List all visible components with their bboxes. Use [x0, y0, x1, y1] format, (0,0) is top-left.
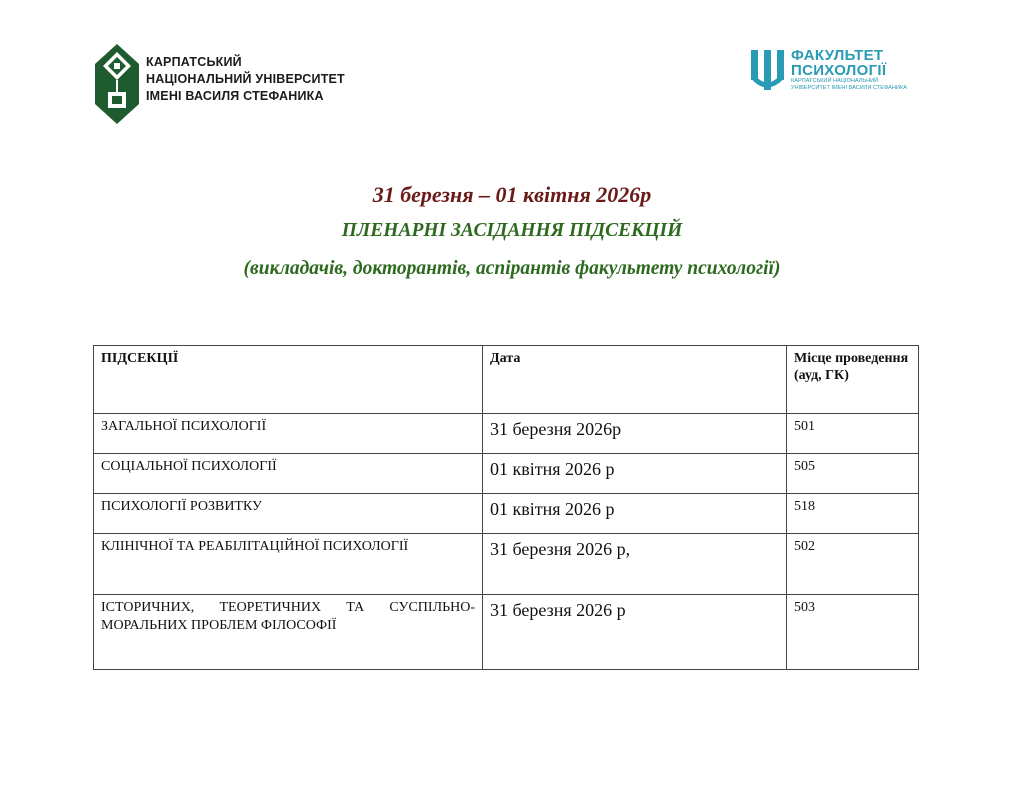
- faculty-name-line2: ПСИХОЛОГІЇ: [791, 62, 887, 79]
- header-cell-room: Місце проведення (ауд, ГК): [787, 346, 919, 414]
- faculty-name-line1: ФАКУЛЬТЕТ: [791, 47, 884, 64]
- room-cell: 502: [787, 534, 919, 595]
- university-name-line: ІМЕНІ ВАСИЛЯ СТЕФАНИКА: [146, 89, 324, 103]
- header-cell-section: ПІДСЕКЦІЇ: [94, 346, 483, 414]
- section-cell: ІСТОРИЧНИХ, ТЕОРЕТИЧНИХ ТА СУСПІЛЬНО-МОРАЛЬНИХ ПРОБЛЕМ ФІЛОСОФІЇ: [94, 595, 483, 670]
- university-emblem-icon: [95, 44, 139, 124]
- date-cell: 01 квітня 2026 р: [483, 454, 787, 494]
- table-row: [94, 454, 919, 494]
- table-row: [94, 534, 919, 595]
- room-cell: 505: [787, 454, 919, 494]
- table-row: [94, 414, 919, 454]
- faculty-name: [791, 48, 907, 91]
- university-name-line: НАЦІОНАЛЬНИЙ УНІВЕРСИТЕТ: [146, 72, 345, 86]
- section-cell: СОЦІАЛЬНОЇ ПСИХОЛОГІЇ: [94, 454, 483, 494]
- event-date-range: 31 березня – 01 квітня 2026р: [372, 182, 652, 207]
- table-header-row: [94, 346, 919, 414]
- schedule-table: [93, 345, 919, 670]
- table-row: [94, 494, 919, 534]
- date-cell: 31 березня 2026р: [483, 414, 787, 454]
- date-cell: 31 березня 2026 р: [483, 595, 787, 670]
- event-title: ПЛЕНАРНІ ЗАСІДАННЯ ПІДСЕКЦІЙ: [341, 220, 683, 241]
- date-cell: 01 квітня 2026 р: [483, 494, 787, 534]
- date-cell: 31 березня 2026 р,: [483, 534, 787, 595]
- section-cell: ЗАГАЛЬНОЇ ПСИХОЛОГІЇ: [94, 414, 483, 454]
- room-cell: 518: [787, 494, 919, 534]
- section-cell: КЛІНІЧНОЇ ТА РЕАБІЛІТАЦІЙНОЇ ПСИХОЛОГІЇ: [94, 534, 483, 595]
- psi-icon: [751, 50, 785, 90]
- faculty-subtitle-line2: УНІВЕРСИТЕТ ІМЕНІ ВАСИЛЯ СТЕФАНИКА: [791, 84, 907, 91]
- faculty-subtitle-line1: КАРПАТСЬКИЙ НАЦІОНАЛЬНИЙ: [791, 78, 879, 84]
- university-name-line: КАРПАТСЬКИЙ: [146, 55, 242, 69]
- room-cell: 503: [787, 595, 919, 670]
- room-cell: 501: [787, 414, 919, 454]
- university-name: [146, 54, 345, 105]
- section-cell: ПСИХОЛОГІЇ РОЗВИТКУ: [94, 494, 483, 534]
- university-logo: [95, 44, 345, 124]
- event-subtitle: (викладачів, докторантів, аспірантів факультету психології): [243, 258, 781, 279]
- header-cell-date: Дата: [483, 346, 787, 414]
- event-headings: [0, 178, 1024, 288]
- faculty-logo: [751, 48, 907, 91]
- table-row: [94, 595, 919, 670]
